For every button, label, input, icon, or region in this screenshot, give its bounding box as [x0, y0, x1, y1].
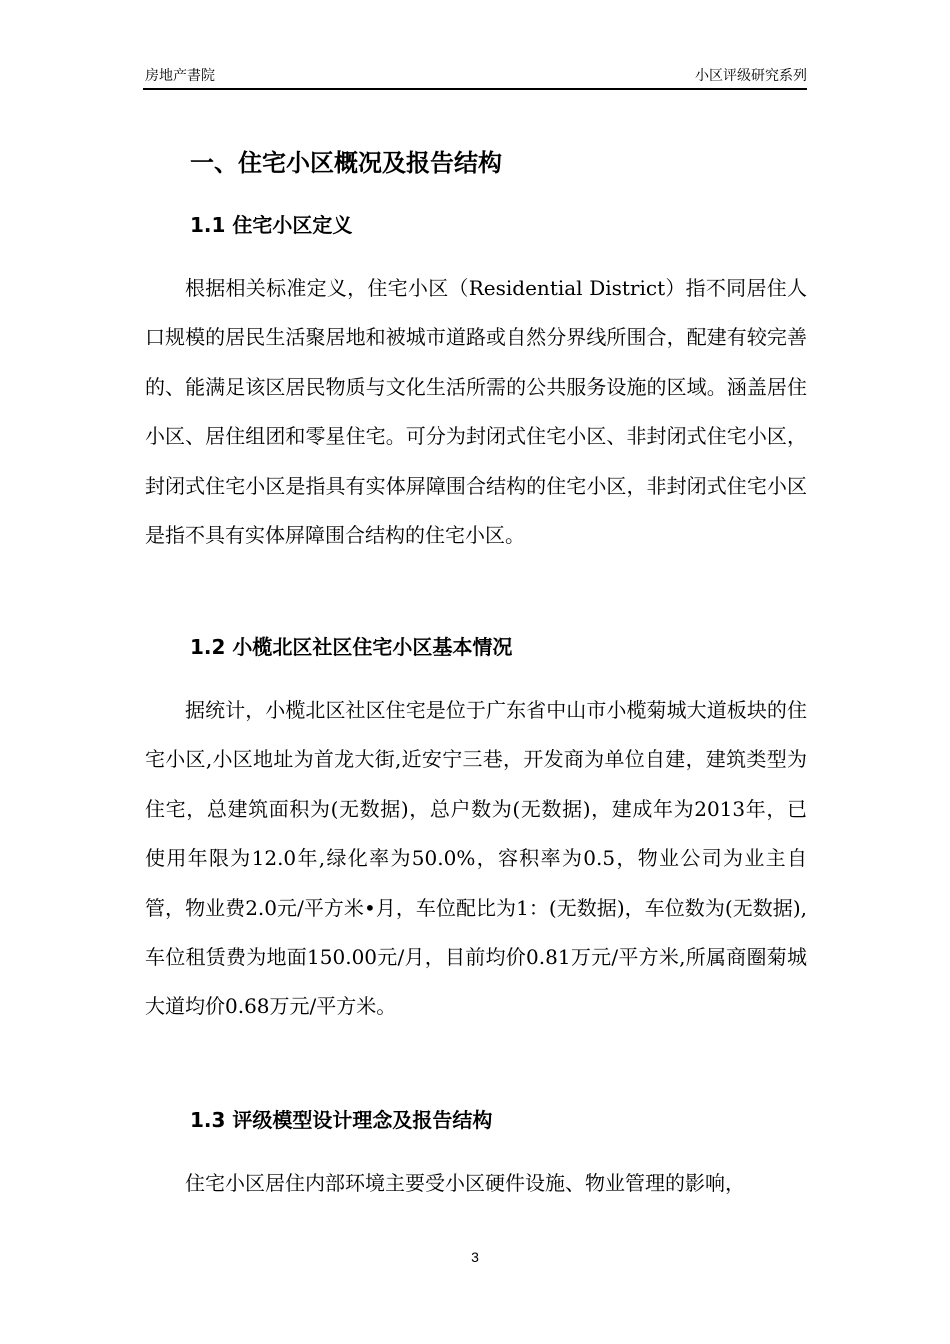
- section-paragraph-1-3: 住宅小区居住内部环境主要受小区硬件设施、物业管理的影响，: [185, 1171, 745, 1195]
- page-number: 3: [471, 1249, 479, 1265]
- header-right-text: 小区评级研究系列: [695, 68, 807, 84]
- header-divider: [143, 88, 807, 90]
- section-heading-1-3: 1.3 评级模型设计理念及报告结构: [190, 1108, 493, 1132]
- section-paragraph-1-2: 据统计，小榄北区社区住宅是位于广东省中山市小榄菊城大道板块的住宅小区,小区地址为首龙大街,近安宁三巷，开发商为单位自建，建筑类型为住宅，总建筑面积为(无数据)，总户数为(无数据)，建成年为2013年，已使用年限为12.0年,绿化率为50.0%，容积率为0.5，物业公司为业主自管，物业费2.0元/平方米•月，车位配比为1：(无数据)，车位数为(无数据),车位租赁费为地面150.00元/月，目前均价0.81万元/平方米,所属商圈菊城大道均价0.68万元/平方米。: [145, 698, 807, 1019]
- section-paragraph-1-1: 根据相关标准定义，住宅小区（Residential District）指不同居住人口规模的居民生活聚居地和被城市道路或自然分界线所围合，配建有较完善的、能满足该区居民物质与文化生活所需的公共服务设施的区域。涵盖居住小区、居住组团和零星住宅。可分为封闭式住宅小区、非封闭式住宅小区，封闭式住宅小区是指具有实体屏障围合结构的住宅小区，非封闭式住宅小区是指不具有实体屏障围合结构的住宅小区。: [145, 276, 807, 548]
- section-heading-1-1: 1.1 住宅小区定义: [190, 213, 353, 237]
- header-left-text: 房地产書院: [145, 68, 215, 84]
- section-heading-1-2: 1.2 小榄北区社区住宅小区基本情况: [190, 635, 513, 659]
- chapter-title: 一、住宅小区概况及报告结构: [190, 149, 502, 177]
